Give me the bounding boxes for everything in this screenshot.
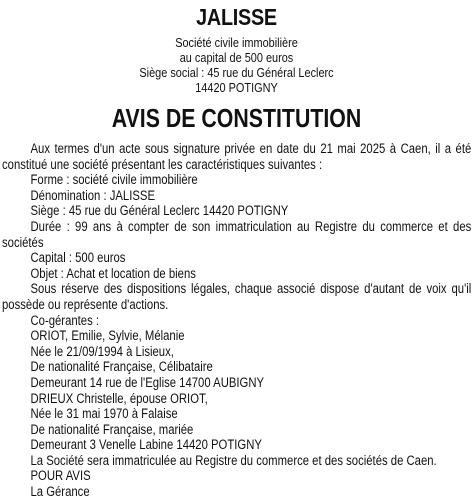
reserve-paragraph: Sous réserve des dispositions légales, chaque associé dispose d'autant de voix qu'il possède ou représente d'actions.	[2, 281, 472, 312]
siege-line: Siège : 45 rue du Général Leclerc 14420 POTIGNY	[30, 203, 289, 219]
denomination-line: Dénomination : JALISSE	[30, 187, 156, 203]
immatriculation-line: La Société sera immatriculée au Registre du commerce et des sociétés de Caen.	[30, 452, 437, 468]
pour-avis-line: POUR AVIS	[30, 468, 91, 484]
forme-line: Forme : société civile immobilière	[30, 172, 198, 188]
header-postal-city: 14420 POTIGNY	[195, 80, 278, 95]
gerante1-birth: Née le 21/09/1994 à Lisieux,	[30, 343, 174, 359]
gerante2-nationality: De nationalité Française, mariée	[30, 421, 194, 437]
gerante1-address: Demeurant 14 rue de l'Eglise 14700 AUBIGNY	[30, 374, 265, 390]
company-header	[0, 35, 473, 95]
intro-paragraph: Aux termes d'un acte sous signature privée en date du 21 mai 2025 à Caen, il a été constitué une société présentant les caractéristiques suivantes :	[2, 141, 472, 172]
gerante2-name: DRIEUX Christelle, épouse ORIOT,	[30, 390, 208, 406]
header-legal-form: Société civile immobilière	[175, 35, 298, 50]
header-registered-office: Siège social : 45 rue du Général Leclerc	[139, 65, 334, 80]
notice-body	[2, 141, 471, 500]
header-capital: au capital de 500 euros	[179, 50, 294, 65]
signature-line: La Gérance	[30, 484, 90, 500]
gerante2-address: Demeurant 3 Venelle Labine 14420 POTIGNY	[30, 437, 262, 453]
notice-title: AVIS DE CONSTITUTION	[111, 103, 362, 133]
gerante2-birth: Née le 31 mai 1970 à Falaise	[30, 406, 178, 422]
gerante1-name: ORIOT, Emilie, Sylvie, Mélanie	[30, 328, 185, 344]
cogerantes-label: Co-gérantes :	[30, 312, 100, 328]
company-name: JALISSE	[196, 4, 277, 30]
gerante1-nationality: De nationalité Française, Célibataire	[30, 359, 213, 375]
duree-paragraph: Durée : 99 ans à compter de son immatriculation au Registre du commerce et des sociétés	[2, 218, 472, 250]
objet-line: Objet : Achat et location de biens	[30, 265, 196, 281]
capital-line: Capital : 500 euros	[30, 250, 126, 266]
